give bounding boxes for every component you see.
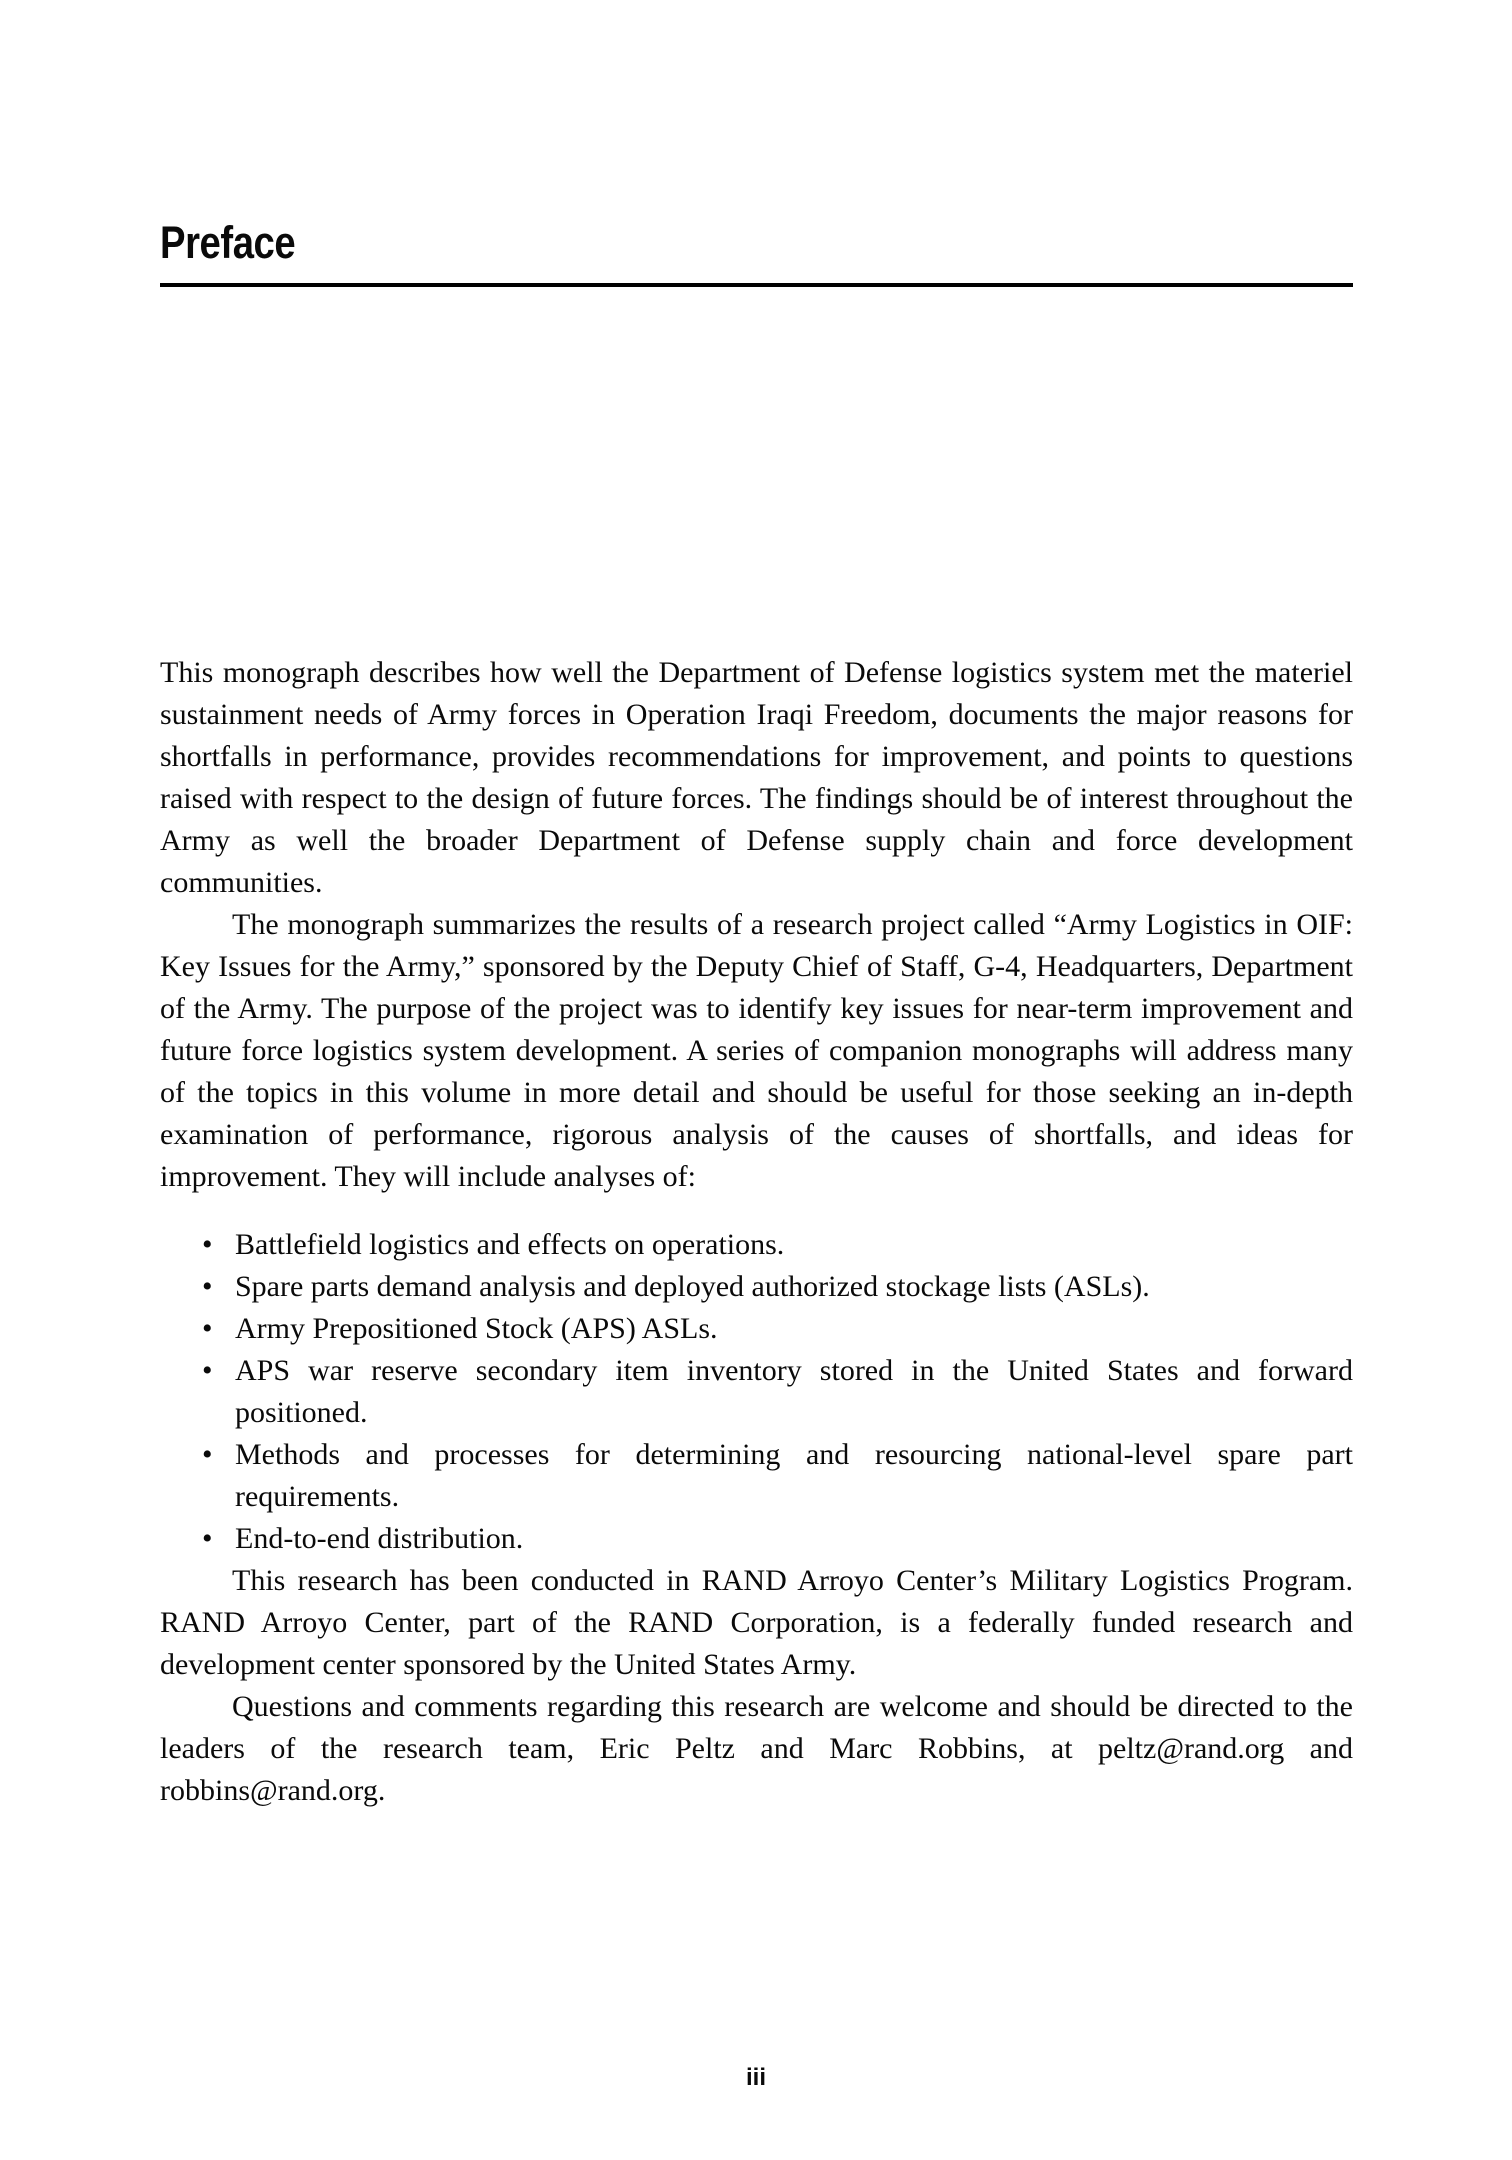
list-item [160, 1350, 1353, 1434]
list-item-text: Spare parts demand analysis and deployed authorized stockage lists (ASLs). [235, 1270, 1150, 1303]
page-title: Preface [160, 217, 296, 268]
bullet-icon: • [202, 1438, 213, 1471]
paragraph-project: The monograph summarizes the results of a research project called “Army Logistics in OIF: Key Issues for the Army,” sponsored by the Deputy Chief of Staff, G-4, Headquarters, Department of the Army. The purpose of the project was to identify key issues for near-term improvement and future force logistics system development. A series of companion monographs will address many of the topics in this volume in more detail and should be useful for those seeking an in-depth examination of performance, rigorous analysis of the causes of shortfalls, and ideas for improvement. They will include analyses of: [160, 908, 1353, 1193]
list-item [160, 1518, 1353, 1560]
list-item-text: End-to-end distribution. [235, 1522, 524, 1555]
bullet-icon: • [202, 1522, 213, 1555]
list-item [160, 1434, 1353, 1518]
title-rule [160, 283, 1353, 287]
list-item [160, 1266, 1353, 1308]
bullet-list [160, 1224, 1353, 1560]
list-item-text: Methods and processes for determining and resourcing national-level spare part requirements. [235, 1438, 1353, 1513]
bullet-icon: • [202, 1270, 213, 1303]
bullet-icon: • [202, 1354, 213, 1387]
bullet-icon: • [202, 1228, 213, 1261]
bullet-icon: • [202, 1312, 213, 1345]
list-item-text: Battlefield logistics and effects on operations. [235, 1228, 785, 1261]
page-number: iii [745, 2064, 766, 2091]
paragraph-contact: Questions and comments regarding this research are welcome and should be directed to the leaders of the research team, Eric Peltz and Marc Robbins, at peltz@rand.org and robbins@rand.org. [160, 1690, 1353, 1807]
list-item [160, 1224, 1353, 1266]
list-item-text: Army Prepositioned Stock (APS) ASLs. [235, 1312, 718, 1345]
paragraph-rand-arroyo: This research has been conducted in RAND Arroyo Center’s Military Logistics Program. RAND Arroyo Center, part of the RAND Corporation, is a federally funded research and development center sponsored by the United States Army. [160, 1564, 1353, 1681]
list-item-text: APS war reserve secondary item inventory stored in the United States and forward positioned. [235, 1354, 1353, 1429]
paragraph-intro: This monograph describes how well the Department of Defense logistics system met the materiel sustainment needs of Army forces in Operation Iraqi Freedom, documents the major reasons for shortfalls in performance, provides recommendations for improvement, and points to questions raised with respect to the design of future forces. The findings should be of interest throughout the Army as well the broader Department of Defense supply chain and force development communities. [160, 656, 1353, 899]
body-text [160, 652, 1353, 1812]
list-item [160, 1308, 1353, 1350]
